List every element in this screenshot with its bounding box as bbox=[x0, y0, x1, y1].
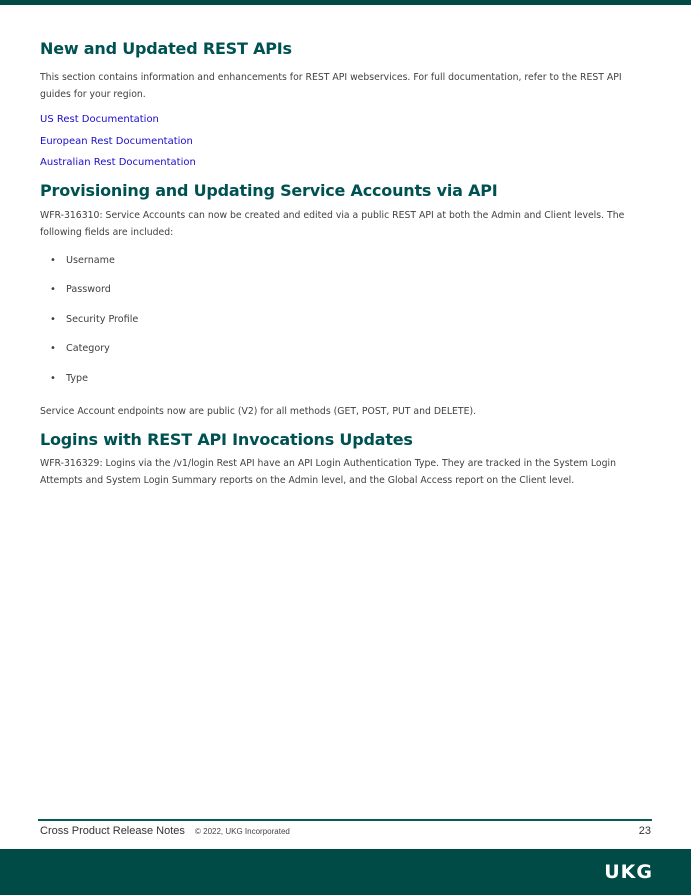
top-accent-bar bbox=[0, 0, 691, 5]
ukg-logo: UKG bbox=[604, 861, 653, 883]
logins-body: WFR-316329: Logins via the /v1/login Rest API have an API Login Authentication Type. They are tracked in the System Login Attempts and System Login Summary reports on the Admin level, and the Global Access report on the Client level. bbox=[40, 458, 617, 487]
list-item bbox=[40, 282, 652, 312]
bullet-icon: • bbox=[50, 372, 56, 384]
bullet-icon: • bbox=[50, 313, 56, 325]
field-name: Security Profile bbox=[66, 313, 139, 325]
section-heading-rest-apis: New and Updated REST APIs bbox=[40, 39, 292, 58]
australian-rest-documentation-link[interactable]: Australian Rest Documentation bbox=[40, 157, 196, 168]
field-name: Type bbox=[66, 372, 89, 384]
section-heading-logins: Logins with REST API Invocations Updates bbox=[40, 430, 413, 450]
field-name: Password bbox=[66, 284, 111, 296]
list-item bbox=[40, 341, 652, 371]
footer-divider bbox=[38, 819, 652, 821]
bullet-icon: • bbox=[50, 343, 56, 355]
european-rest-documentation-link[interactable]: European Rest Documentation bbox=[40, 135, 193, 147]
list-item bbox=[40, 371, 652, 401]
documentation-links bbox=[40, 109, 652, 174]
endpoints-note: Service Account endpoints now are public (V2) for all methods (GET, POST, PUT and DELETE). bbox=[40, 406, 477, 418]
field-name: Category bbox=[66, 343, 110, 355]
section-heading-provisioning: Provisioning and Updating Service Accounts via API bbox=[40, 180, 498, 200]
footer-document-title: Cross Product Release Notes bbox=[40, 825, 185, 837]
list-item bbox=[40, 253, 652, 283]
footer-copyright: © 2022, UKG Incorporated bbox=[195, 827, 290, 836]
bullet-icon: • bbox=[50, 284, 56, 296]
page-content bbox=[40, 38, 652, 489]
rest-apis-intro: This section contains information and enhancements for REST API webservices. For full documentation, refer to the REST API guides for your region. bbox=[40, 72, 622, 100]
footer-brand-band bbox=[0, 849, 691, 895]
provisioning-body: WFR-316310: Service Accounts can now be created and edited via a public REST API at both the Admin and Client levels. The following fields are included: bbox=[40, 209, 625, 238]
list-item bbox=[40, 312, 652, 342]
us-rest-documentation-link[interactable]: US Rest Documentation bbox=[40, 114, 159, 125]
page-number: 23 bbox=[638, 825, 651, 837]
service-account-fields-list bbox=[40, 253, 652, 401]
bullet-icon: • bbox=[50, 254, 56, 266]
field-name: Username bbox=[66, 254, 115, 266]
